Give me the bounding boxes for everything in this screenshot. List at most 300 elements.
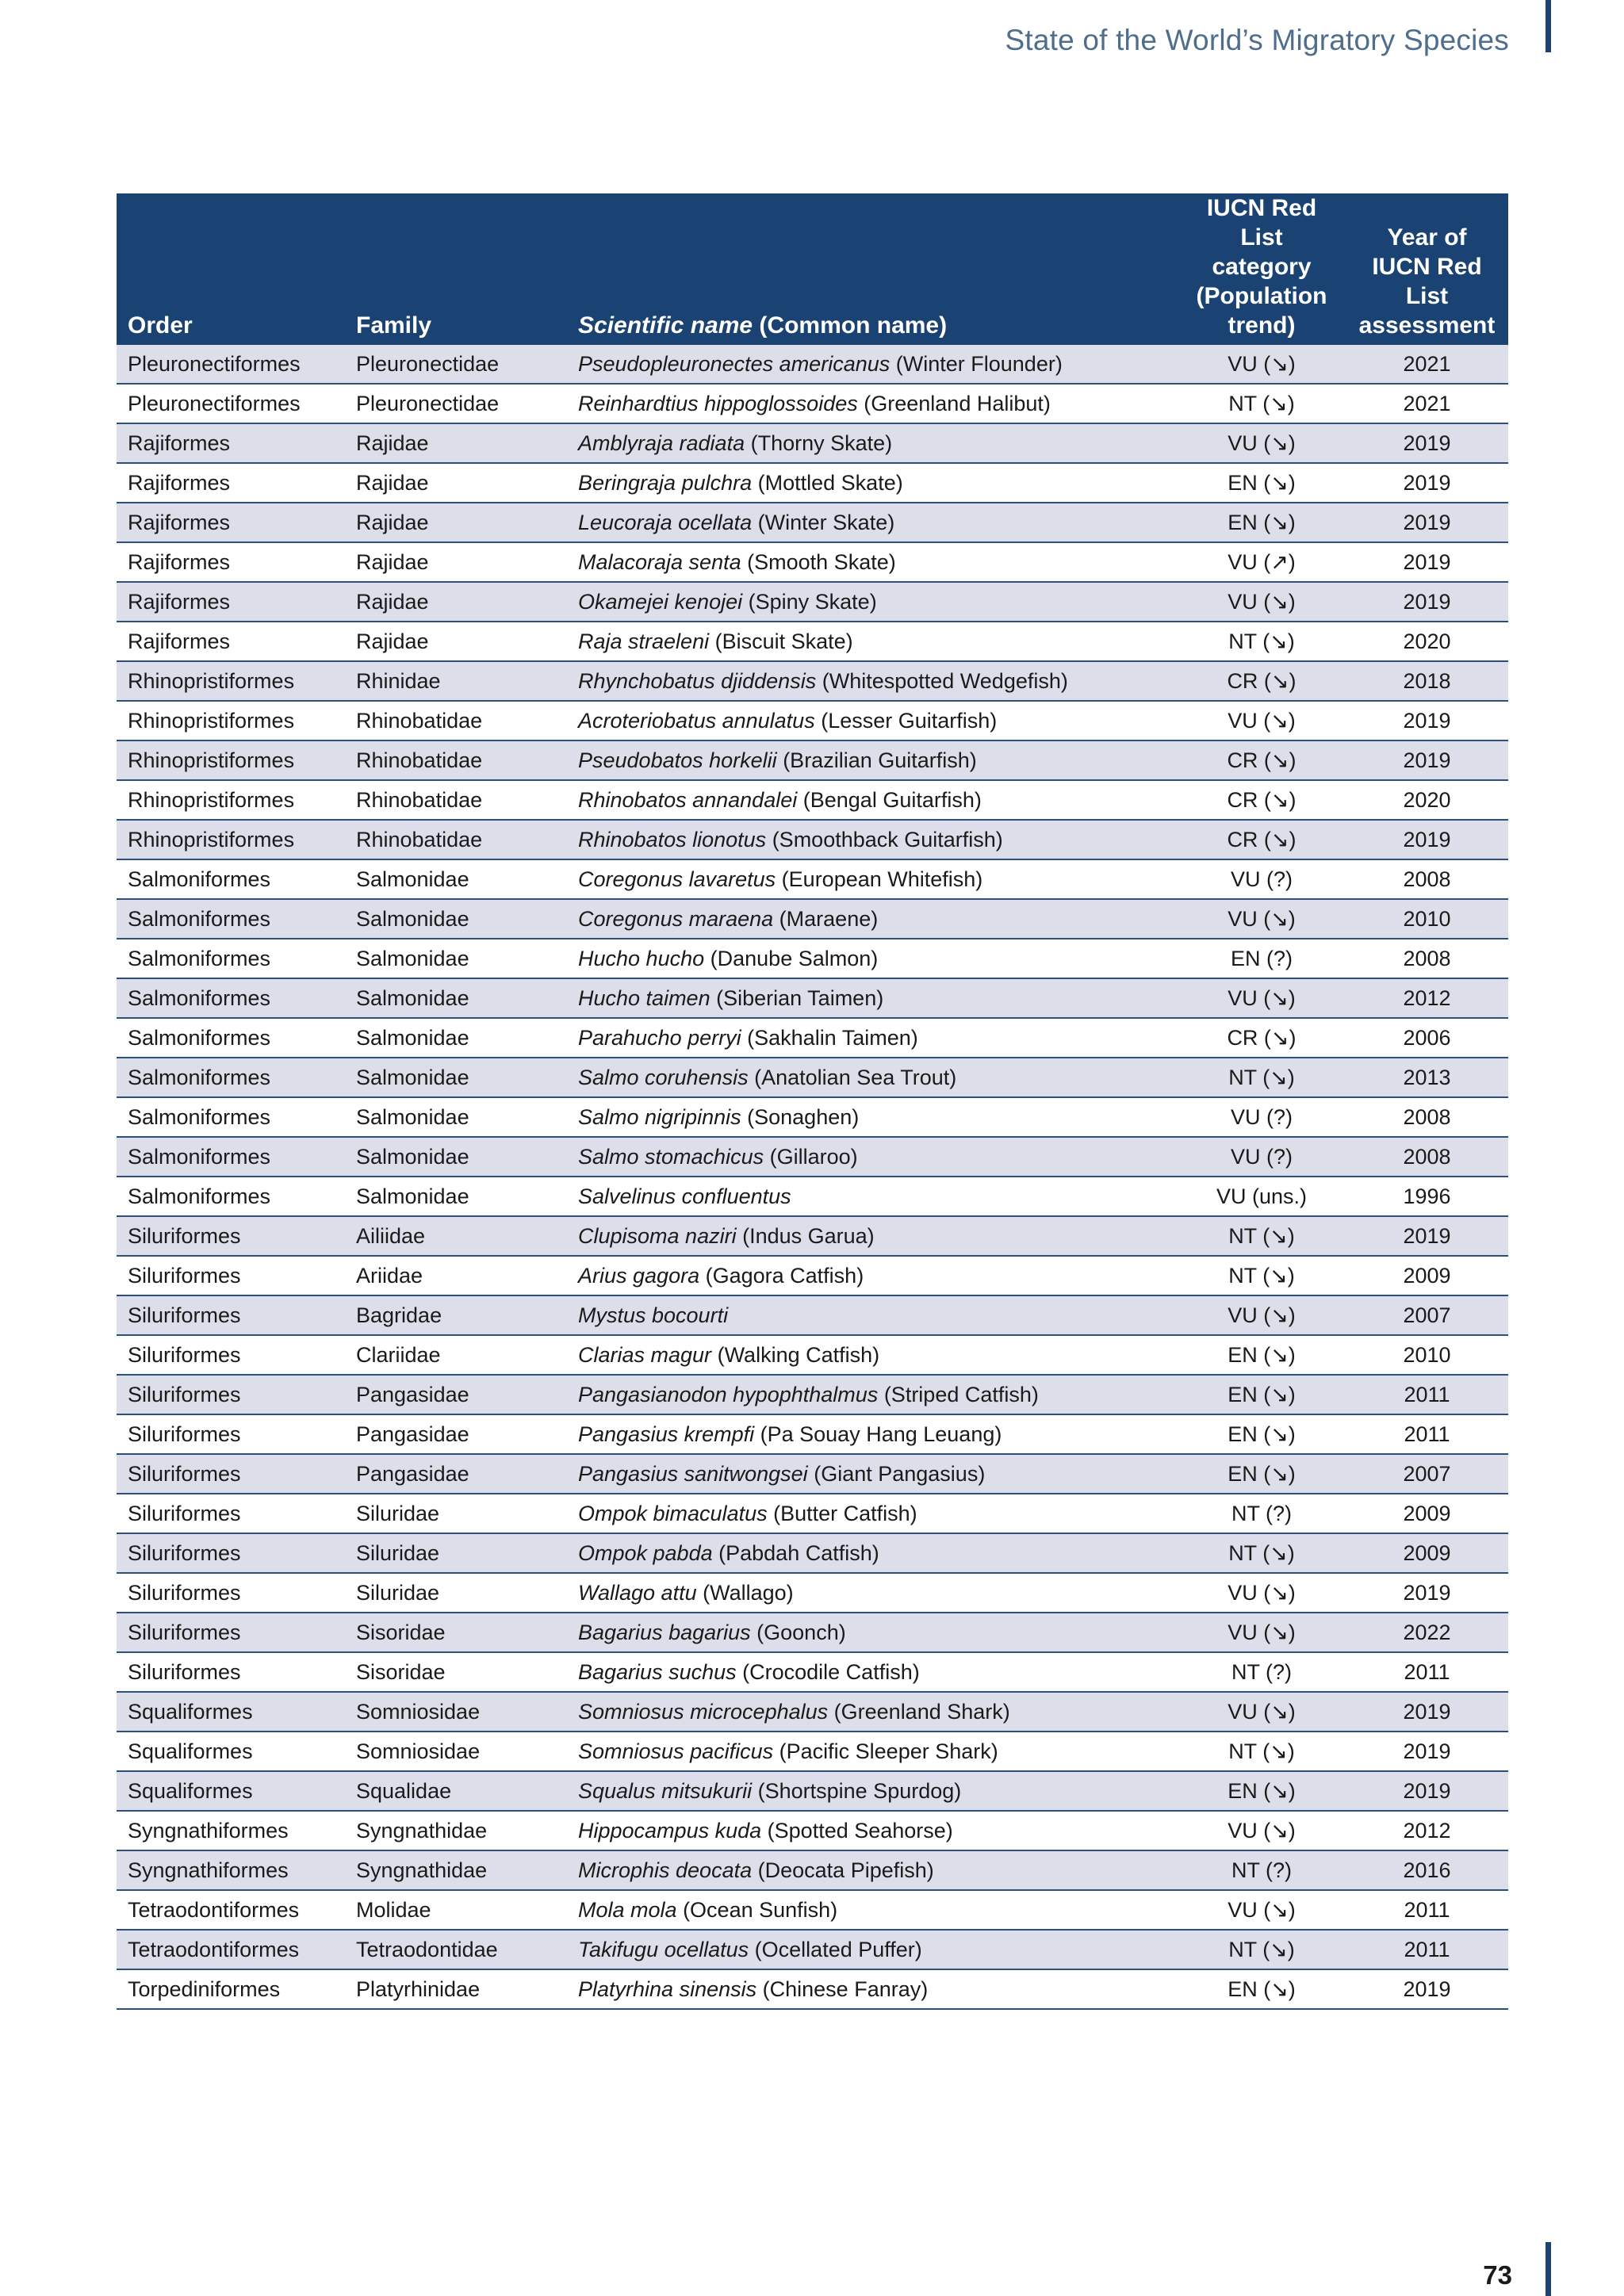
- scientific-name: Pangasius sanitwongsei: [578, 1461, 808, 1486]
- cell-family: Ariidae: [345, 1256, 567, 1295]
- cell-order: Squaliformes: [117, 1732, 345, 1771]
- common-name: (Goonch): [756, 1620, 846, 1644]
- cell-order: Pleuronectiformes: [117, 384, 345, 423]
- cell-assessment-year: 2022: [1346, 1613, 1508, 1652]
- cell-assessment-year: 2010: [1346, 899, 1508, 939]
- header-accent-rule: [1545, 0, 1551, 52]
- cell-species: [567, 978, 1178, 1018]
- table-row: [117, 1058, 1508, 1097]
- table-row: [117, 1771, 1508, 1811]
- cell-species: [567, 1771, 1178, 1811]
- cell-iucn-category: EN (↘): [1178, 1375, 1346, 1414]
- cell-assessment-year: 2019: [1346, 820, 1508, 859]
- cell-order: Rajiformes: [117, 503, 345, 542]
- cell-species: [567, 1613, 1178, 1652]
- common-name: (Chinese Fanray): [762, 1976, 929, 2001]
- cell-order: Salmoniformes: [117, 1137, 345, 1177]
- scientific-name: Hucho taimen: [578, 985, 710, 1010]
- table-row: [117, 1692, 1508, 1732]
- common-name: (Brazilian Guitarfish): [783, 748, 977, 772]
- table-row: [117, 582, 1508, 622]
- cell-family: Molidae: [345, 1890, 567, 1930]
- cell-family: Salmonidae: [345, 1097, 567, 1137]
- scientific-name: Parahucho perryi: [578, 1025, 741, 1050]
- common-name: (Biscuit Skate): [714, 629, 853, 653]
- cell-iucn-category: VU (↘): [1178, 582, 1346, 622]
- cell-assessment-year: 2019: [1346, 423, 1508, 463]
- scientific-name: Pangasianodon hypophthalmus: [578, 1382, 879, 1406]
- common-name: (Gillaroo): [769, 1144, 858, 1169]
- cell-assessment-year: 2009: [1346, 1256, 1508, 1295]
- cell-species: [567, 899, 1178, 939]
- cell-order: Siluriformes: [117, 1533, 345, 1573]
- scientific-name: Ompok pabda: [578, 1540, 713, 1565]
- cell-iucn-category: CR (↘): [1178, 661, 1346, 701]
- cell-family: Salmonidae: [345, 1018, 567, 1058]
- common-name: (Winter Flounder): [895, 351, 1063, 376]
- scientific-name: Acroteriobatus annulatus: [578, 708, 815, 733]
- cell-family: Sisoridae: [345, 1613, 567, 1652]
- scientific-name: Bagarius suchus: [578, 1659, 737, 1684]
- cell-assessment-year: 2019: [1346, 1216, 1508, 1256]
- cell-family: Siluridae: [345, 1494, 567, 1533]
- table-row: [117, 740, 1508, 780]
- common-name: (Deocata Pipefish): [757, 1858, 934, 1882]
- scientific-name: Beringraja pulchra: [578, 470, 753, 495]
- common-name: (Thorny Skate): [750, 430, 893, 455]
- cell-species: [567, 740, 1178, 780]
- cell-iucn-category: NT (↘): [1178, 1930, 1346, 1969]
- cell-order: Tetraodontiformes: [117, 1930, 345, 1969]
- cell-order: Squaliformes: [117, 1771, 345, 1811]
- cell-iucn-category: EN (↘): [1178, 1414, 1346, 1454]
- scientific-name: Reinhardtius hippoglossoides: [578, 391, 858, 415]
- table-row: [117, 345, 1508, 384]
- cell-assessment-year: 2008: [1346, 1137, 1508, 1177]
- cell-species: [567, 345, 1178, 384]
- cell-order: Rhinopristiformes: [117, 701, 345, 740]
- species-table: [117, 193, 1508, 2010]
- cell-assessment-year: 2021: [1346, 345, 1508, 384]
- header-iucn-category: IUCN Red List category (Population trend): [1178, 193, 1346, 345]
- cell-family: Rajidae: [345, 503, 567, 542]
- cell-assessment-year: 2009: [1346, 1533, 1508, 1573]
- scientific-name: Somniosus microcephalus: [578, 1699, 829, 1724]
- scientific-name: Arius gagora: [578, 1263, 700, 1288]
- common-name: (Bengal Guitarfish): [802, 787, 982, 812]
- cell-species: [567, 582, 1178, 622]
- cell-order: Rhinopristiformes: [117, 661, 345, 701]
- scientific-name: Platyrhina sinensis: [578, 1976, 757, 2001]
- cell-family: Salmonidae: [345, 978, 567, 1018]
- table-row: [117, 1137, 1508, 1177]
- common-name: (Sakhalin Taimen): [747, 1025, 918, 1050]
- cell-assessment-year: 2019: [1346, 1692, 1508, 1732]
- table-row: [117, 1216, 1508, 1256]
- cell-order: Syngnathiformes: [117, 1811, 345, 1850]
- cell-assessment-year: 2012: [1346, 978, 1508, 1018]
- cell-assessment-year: 2019: [1346, 582, 1508, 622]
- common-name: (Crocodile Catfish): [742, 1659, 920, 1684]
- scientific-name: Salvelinus confluentus: [578, 1184, 791, 1208]
- common-name: (Ocellated Puffer): [754, 1937, 922, 1961]
- cell-order: Rajiformes: [117, 463, 345, 503]
- cell-species: [567, 859, 1178, 899]
- table-row: [117, 1494, 1508, 1533]
- table-row: [117, 1097, 1508, 1137]
- cell-family: Salmonidae: [345, 1058, 567, 1097]
- cell-family: Salmonidae: [345, 1137, 567, 1177]
- table-row: [117, 1177, 1508, 1216]
- cell-iucn-category: VU (↘): [1178, 1811, 1346, 1850]
- cell-species: [567, 1375, 1178, 1414]
- scientific-name: Rhinobatos lionotus: [578, 827, 767, 851]
- cell-family: Salmonidae: [345, 899, 567, 939]
- table-row: [117, 1930, 1508, 1969]
- cell-iucn-category: NT (↘): [1178, 1216, 1346, 1256]
- table-row: [117, 1414, 1508, 1454]
- table-row: [117, 1652, 1508, 1692]
- cell-assessment-year: 2011: [1346, 1890, 1508, 1930]
- scientific-name: Leucoraja ocellata: [578, 510, 753, 534]
- cell-iucn-category: VU (uns.): [1178, 1177, 1346, 1216]
- scientific-name: Pseudopleuronectes americanus: [578, 351, 891, 376]
- cell-assessment-year: 2007: [1346, 1295, 1508, 1335]
- cell-iucn-category: NT (?): [1178, 1494, 1346, 1533]
- cell-iucn-category: VU (↘): [1178, 899, 1346, 939]
- cell-assessment-year: 2009: [1346, 1494, 1508, 1533]
- cell-species: [567, 1216, 1178, 1256]
- common-name: (Butter Catfish): [773, 1501, 917, 1525]
- cell-order: Siluriformes: [117, 1256, 345, 1295]
- cell-iucn-category: VU (↗): [1178, 542, 1346, 582]
- header-assessment-year: Year of IUCN Red List assessment: [1346, 193, 1508, 345]
- cell-order: Tetraodontiformes: [117, 1890, 345, 1930]
- cell-assessment-year: 2021: [1346, 384, 1508, 423]
- scientific-name: Pangasius krempfi: [578, 1422, 755, 1446]
- cell-iucn-category: VU (↘): [1178, 1890, 1346, 1930]
- cell-iucn-category: CR (↘): [1178, 1018, 1346, 1058]
- cell-family: Pangasidae: [345, 1414, 567, 1454]
- table-row: [117, 661, 1508, 701]
- cell-order: Rajiformes: [117, 582, 345, 622]
- cell-iucn-category: CR (↘): [1178, 780, 1346, 820]
- cell-order: Rajiformes: [117, 622, 345, 661]
- cell-species: [567, 1414, 1178, 1454]
- header-scientific-common-name: [567, 193, 1178, 345]
- cell-assessment-year: 2019: [1346, 1771, 1508, 1811]
- table-row: [117, 1533, 1508, 1573]
- cell-assessment-year: 2011: [1346, 1652, 1508, 1692]
- cell-order: Rajiformes: [117, 542, 345, 582]
- table-header: [117, 193, 1508, 345]
- cell-species: [567, 1890, 1178, 1930]
- cell-species: [567, 1692, 1178, 1732]
- cell-family: Salmonidae: [345, 939, 567, 978]
- table-row: [117, 1850, 1508, 1890]
- common-name: (Striped Catfish): [883, 1382, 1039, 1406]
- cell-assessment-year: 2019: [1346, 740, 1508, 780]
- cell-species: [567, 542, 1178, 582]
- scientific-name: Hippocampus kuda: [578, 1818, 762, 1843]
- common-name: (Pacific Sleeper Shark): [779, 1739, 998, 1763]
- cell-assessment-year: 2008: [1346, 1097, 1508, 1137]
- table-row: [117, 1613, 1508, 1652]
- cell-family: Pangasidae: [345, 1375, 567, 1414]
- header-family: Family: [345, 193, 567, 345]
- cell-assessment-year: 2020: [1346, 780, 1508, 820]
- cell-order: Siluriformes: [117, 1652, 345, 1692]
- cell-family: Bagridae: [345, 1295, 567, 1335]
- cell-species: [567, 1295, 1178, 1335]
- scientific-name: Coregonus lavaretus: [578, 867, 776, 891]
- cell-order: Siluriformes: [117, 1335, 345, 1375]
- cell-family: Rhinobatidae: [345, 780, 567, 820]
- cell-order: Salmoniformes: [117, 899, 345, 939]
- cell-iucn-category: NT (↘): [1178, 384, 1346, 423]
- cell-species: [567, 701, 1178, 740]
- scientific-name: Pseudobatos horkelii: [578, 748, 777, 772]
- cell-assessment-year: 2019: [1346, 542, 1508, 582]
- cell-family: Ailiidae: [345, 1216, 567, 1256]
- scientific-name: Bagarius bagarius: [578, 1620, 751, 1644]
- cell-family: Squalidae: [345, 1771, 567, 1811]
- cell-order: Siluriformes: [117, 1573, 345, 1613]
- table-row: [117, 899, 1508, 939]
- cell-iucn-category: EN (↘): [1178, 1771, 1346, 1811]
- table-row: [117, 622, 1508, 661]
- scientific-name: Raja straeleni: [578, 629, 710, 653]
- cell-order: Torpediniformes: [117, 1969, 345, 2009]
- cell-order: Rhinopristiformes: [117, 780, 345, 820]
- cell-order: Rhinopristiformes: [117, 820, 345, 859]
- common-name: (Pabdah Catfish): [718, 1540, 879, 1565]
- cell-species: [567, 1018, 1178, 1058]
- scientific-name: Salmo stomachicus: [578, 1144, 764, 1169]
- cell-family: Tetraodontidae: [345, 1930, 567, 1969]
- cell-order: Siluriformes: [117, 1375, 345, 1414]
- scientific-name: Rhinobatos annandalei: [578, 787, 798, 812]
- table-row: [117, 1335, 1508, 1375]
- cell-family: Pleuronectidae: [345, 384, 567, 423]
- cell-species: [567, 1494, 1178, 1533]
- cell-species: [567, 1930, 1178, 1969]
- cell-order: Siluriformes: [117, 1494, 345, 1533]
- cell-iucn-category: VU (↘): [1178, 978, 1346, 1018]
- cell-assessment-year: 2018: [1346, 661, 1508, 701]
- scientific-name: Salmo coruhensis: [578, 1065, 749, 1089]
- table-row: [117, 384, 1508, 423]
- scientific-name: Clupisoma naziri: [578, 1223, 737, 1248]
- table-row: [117, 1969, 1508, 2009]
- cell-assessment-year: 2016: [1346, 1850, 1508, 1890]
- cell-species: [567, 820, 1178, 859]
- cell-family: Rajidae: [345, 542, 567, 582]
- common-name: (Indus Garua): [742, 1223, 875, 1248]
- cell-assessment-year: 2008: [1346, 939, 1508, 978]
- cell-order: Pleuronectiformes: [117, 345, 345, 384]
- cell-family: Rajidae: [345, 423, 567, 463]
- cell-order: Siluriformes: [117, 1295, 345, 1335]
- cell-iucn-category: VU (?): [1178, 859, 1346, 899]
- scientific-name: Hucho hucho: [578, 946, 705, 970]
- cell-order: Salmoniformes: [117, 939, 345, 978]
- table-row: [117, 1375, 1508, 1414]
- table-row: [117, 1732, 1508, 1771]
- cell-species: [567, 1097, 1178, 1137]
- cell-order: Siluriformes: [117, 1414, 345, 1454]
- footer-accent-rule: [1545, 2242, 1551, 2296]
- common-name: (Smooth Skate): [747, 549, 896, 574]
- cell-family: Platyrhinidae: [345, 1969, 567, 2009]
- cell-order: Salmoniformes: [117, 1018, 345, 1058]
- cell-iucn-category: NT (↘): [1178, 1058, 1346, 1097]
- cell-family: Somniosidae: [345, 1732, 567, 1771]
- cell-iucn-category: NT (?): [1178, 1850, 1346, 1890]
- table-row: [117, 463, 1508, 503]
- cell-family: Rhinidae: [345, 661, 567, 701]
- table-row: [117, 1454, 1508, 1494]
- cell-assessment-year: 2010: [1346, 1335, 1508, 1375]
- cell-order: Rhinopristiformes: [117, 740, 345, 780]
- common-name: (Spiny Skate): [748, 589, 877, 614]
- common-name: (Winter Skate): [757, 510, 895, 534]
- table-row: [117, 939, 1508, 978]
- cell-assessment-year: 1996: [1346, 1177, 1508, 1216]
- scientific-name: Clarias magur: [578, 1342, 712, 1367]
- header-scientific-name: Scientific name: [578, 312, 753, 339]
- header-common-name: (Common name): [759, 312, 948, 339]
- table-row: [117, 701, 1508, 740]
- cell-species: [567, 1533, 1178, 1573]
- scientific-name: Mystus bocourti: [578, 1303, 729, 1327]
- cell-species: [567, 622, 1178, 661]
- cell-assessment-year: 2019: [1346, 1732, 1508, 1771]
- table-row: [117, 859, 1508, 899]
- cell-iucn-category: VU (↘): [1178, 423, 1346, 463]
- common-name: (Ocean Sunfish): [683, 1897, 838, 1922]
- common-name: (Giant Pangasius): [814, 1461, 986, 1486]
- cell-assessment-year: 2020: [1346, 622, 1508, 661]
- cell-species: [567, 1137, 1178, 1177]
- cell-order: Salmoniformes: [117, 1177, 345, 1216]
- page-number: 73: [1483, 2260, 1512, 2290]
- scientific-name: Malacoraja senta: [578, 549, 741, 574]
- table-row: [117, 542, 1508, 582]
- cell-order: Siluriformes: [117, 1454, 345, 1494]
- cell-iucn-category: VU (↘): [1178, 1692, 1346, 1732]
- cell-assessment-year: 2019: [1346, 701, 1508, 740]
- cell-order: Siluriformes: [117, 1216, 345, 1256]
- common-name: (Wallago): [703, 1580, 794, 1605]
- cell-family: Rajidae: [345, 582, 567, 622]
- cell-species: [567, 1811, 1178, 1850]
- common-name: (Maraene): [779, 906, 879, 931]
- cell-species: [567, 1573, 1178, 1613]
- cell-iucn-category: VU (↘): [1178, 1613, 1346, 1652]
- cell-family: Pangasidae: [345, 1454, 567, 1494]
- cell-species: [567, 1454, 1178, 1494]
- cell-family: Rajidae: [345, 463, 567, 503]
- cell-family: Rajidae: [345, 622, 567, 661]
- table-row: [117, 1018, 1508, 1058]
- cell-family: Syngnathidae: [345, 1850, 567, 1890]
- cell-order: Salmoniformes: [117, 978, 345, 1018]
- table-row: [117, 780, 1508, 820]
- cell-iucn-category: VU (↘): [1178, 701, 1346, 740]
- cell-family: Salmonidae: [345, 859, 567, 899]
- common-name: (Greenland Halibut): [864, 391, 1051, 415]
- cell-iucn-category: NT (?): [1178, 1652, 1346, 1692]
- common-name: (Anatolian Sea Trout): [754, 1065, 957, 1089]
- table-row: [117, 423, 1508, 463]
- cell-iucn-category: NT (↘): [1178, 1256, 1346, 1295]
- cell-species: [567, 463, 1178, 503]
- cell-species: [567, 1058, 1178, 1097]
- cell-family: Rhinobatidae: [345, 701, 567, 740]
- common-name: (European Whitefish): [781, 867, 983, 891]
- scientific-name: Wallago attu: [578, 1580, 697, 1605]
- cell-species: [567, 503, 1178, 542]
- table-row: [117, 503, 1508, 542]
- scientific-name: Salmo nigripinnis: [578, 1104, 741, 1129]
- common-name: (Danube Salmon): [710, 946, 879, 970]
- table-row: [117, 820, 1508, 859]
- cell-order: Salmoniformes: [117, 1058, 345, 1097]
- cell-assessment-year: 2011: [1346, 1930, 1508, 1969]
- common-name: (Siberian Taimen): [716, 985, 884, 1010]
- cell-species: [567, 661, 1178, 701]
- cell-assessment-year: 2019: [1346, 1573, 1508, 1613]
- cell-species: [567, 384, 1178, 423]
- common-name: (Smoothback Guitarfish): [772, 827, 1003, 851]
- cell-species: [567, 1335, 1178, 1375]
- common-name: (Shortspine Spurdog): [757, 1778, 962, 1803]
- table-row: [117, 978, 1508, 1018]
- cell-iucn-category: VU (↘): [1178, 345, 1346, 384]
- cell-iucn-category: CR (↘): [1178, 740, 1346, 780]
- scientific-name: Ompok bimaculatus: [578, 1501, 768, 1525]
- table-body: [117, 345, 1508, 2009]
- cell-iucn-category: EN (↘): [1178, 1454, 1346, 1494]
- common-name: (Greenland Shark): [833, 1699, 1010, 1724]
- common-name: (Mottled Skate): [757, 470, 903, 495]
- cell-species: [567, 1850, 1178, 1890]
- cell-assessment-year: 2019: [1346, 463, 1508, 503]
- cell-order: Salmoniformes: [117, 1097, 345, 1137]
- cell-species: [567, 1652, 1178, 1692]
- common-name: (Gagora Catfish): [705, 1263, 864, 1288]
- common-name: (Pa Souay Hang Leuang): [760, 1422, 1002, 1446]
- cell-iucn-category: VU (↘): [1178, 1573, 1346, 1613]
- cell-family: Salmonidae: [345, 1177, 567, 1216]
- cell-iucn-category: VU (?): [1178, 1097, 1346, 1137]
- scientific-name: Rhynchobatus djiddensis: [578, 668, 817, 693]
- cell-assessment-year: 2008: [1346, 859, 1508, 899]
- cell-species: [567, 939, 1178, 978]
- cell-iucn-category: EN (↘): [1178, 463, 1346, 503]
- cell-family: Siluridae: [345, 1533, 567, 1573]
- scientific-name: Microphis deocata: [578, 1858, 753, 1882]
- common-name: (Sonaghen): [747, 1104, 860, 1129]
- cell-assessment-year: 2013: [1346, 1058, 1508, 1097]
- cell-order: Syngnathiformes: [117, 1850, 345, 1890]
- cell-assessment-year: 2011: [1346, 1414, 1508, 1454]
- cell-species: [567, 1969, 1178, 2009]
- table-row: [117, 1295, 1508, 1335]
- header-order: Order: [117, 193, 345, 345]
- scientific-name: Amblyraja radiata: [578, 430, 745, 455]
